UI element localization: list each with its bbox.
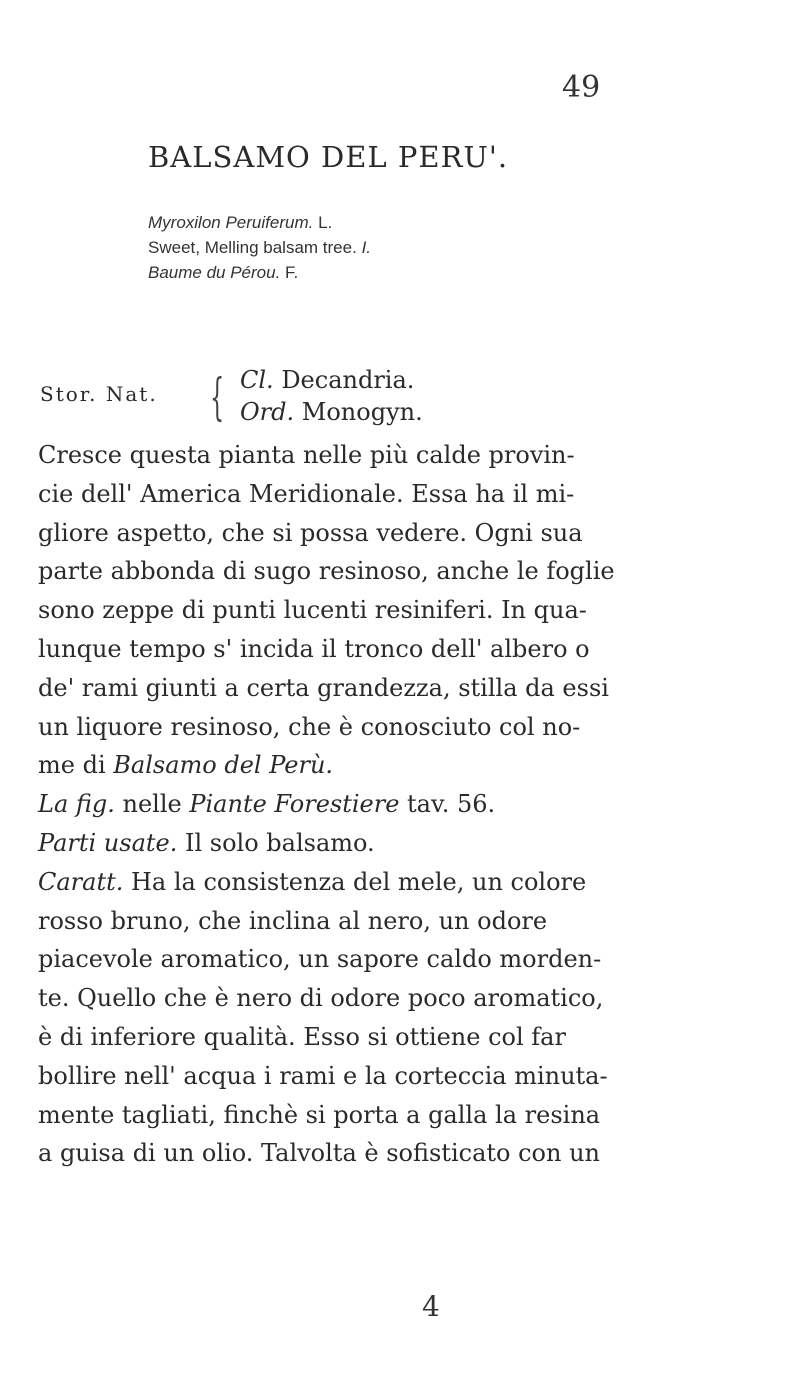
text-segment: tav. 56. xyxy=(399,790,496,819)
text-segment: bollire nell' acqua i rami e la corteccia minuta- xyxy=(38,1061,608,1090)
text-line xyxy=(38,630,758,669)
text-segment: de' rami giunti a certa grandezza, stilla da essi xyxy=(38,673,609,702)
classification-block xyxy=(40,362,540,432)
text-segment: sono zeppe di punti lucenti resiniferi. In qua- xyxy=(38,596,587,625)
text-segment: gliore aspetto, che si possa vedere. Ogni sua xyxy=(38,518,583,547)
text-line xyxy=(38,475,758,514)
text-segment: rosso bruno, che inclina al nero, un odore xyxy=(38,906,548,935)
text-line xyxy=(38,1096,758,1135)
italic-text: Caratt. xyxy=(38,867,124,896)
text-line xyxy=(38,863,758,902)
page-number: 49 xyxy=(562,70,601,105)
text-line xyxy=(38,824,758,863)
text-line xyxy=(38,552,758,591)
text-segment: è di inferiore qualità. Esso si ottiene col far xyxy=(38,1022,566,1051)
text-segment: nelle xyxy=(114,790,190,819)
synonym-suffix: I. xyxy=(361,238,372,257)
page-title: BALSAMO DEL PERU'. xyxy=(148,140,509,174)
classification-label: Stor. Nat. xyxy=(40,382,158,406)
signature-mark: 4 xyxy=(422,1290,440,1323)
text-segment: lunque tempo s' incida il tronco dell' albero o xyxy=(38,634,590,663)
text-segment: Cresce questa pianta nelle più calde provin- xyxy=(38,441,575,469)
text-segment: a guisa di un olio. Talvolta è sofisticato con un xyxy=(38,1139,600,1168)
order-abbr: Ord. xyxy=(240,398,295,426)
synonym-latin xyxy=(148,210,371,235)
text-segment: parte abbonda di sugo resinoso, anche le foglie xyxy=(38,557,615,586)
order-line xyxy=(240,396,423,428)
text-line xyxy=(38,1018,758,1057)
text-line xyxy=(38,436,758,475)
classification-lines xyxy=(240,364,423,428)
text-segment: te. Quello che è nero di odore poco aromatico, xyxy=(38,984,604,1013)
italic-text: Balsamo del Perù. xyxy=(113,751,334,780)
text-segment: cie dell' America Meridionale. Essa ha il mi- xyxy=(38,479,575,508)
class-value: Decandria. xyxy=(281,366,415,394)
text-line xyxy=(38,746,758,785)
class-abbr: Cl. xyxy=(240,366,274,394)
text-line xyxy=(38,1057,758,1096)
text-line xyxy=(38,902,758,941)
text-segment: me di xyxy=(38,751,114,780)
text-line xyxy=(38,940,758,979)
order-value: Monogyn. xyxy=(301,398,423,426)
text-line xyxy=(38,785,758,824)
text-segment: mente tagliati, finchè si porta a galla la resina xyxy=(38,1100,601,1129)
body-text xyxy=(38,436,758,1173)
class-line xyxy=(240,364,423,396)
text-segment: Ha la consistenza del mele, un colore xyxy=(123,867,587,896)
text-line xyxy=(38,591,758,630)
text-line xyxy=(38,979,758,1018)
synonym-french xyxy=(148,260,371,285)
curly-brace-icon: { xyxy=(210,368,225,426)
text-segment: piacevole aromatico, un sapore caldo morden- xyxy=(38,945,602,974)
synonym-list xyxy=(148,210,371,285)
text-line xyxy=(38,514,758,553)
text-line xyxy=(38,669,758,708)
synonym-name: Sweet, Melling balsam tree. xyxy=(148,238,357,257)
synonym-suffix: L. xyxy=(318,213,333,232)
synonym-name: Myroxilon Peruiferum. xyxy=(148,213,314,232)
italic-text: Parti usate. xyxy=(38,828,178,857)
synonym-name: Baume du Pérou. xyxy=(148,263,281,282)
italic-text: La fig. xyxy=(38,790,115,819)
text-segment: un liquore resinoso, che è conosciuto col no- xyxy=(38,712,581,741)
synonym-english xyxy=(148,235,371,260)
text-line xyxy=(38,1134,758,1173)
text-segment: Il solo balsamo. xyxy=(177,828,375,857)
text-line xyxy=(38,708,758,747)
italic-text: Piante Forestiere xyxy=(189,790,400,819)
synonym-suffix: F. xyxy=(285,263,299,282)
